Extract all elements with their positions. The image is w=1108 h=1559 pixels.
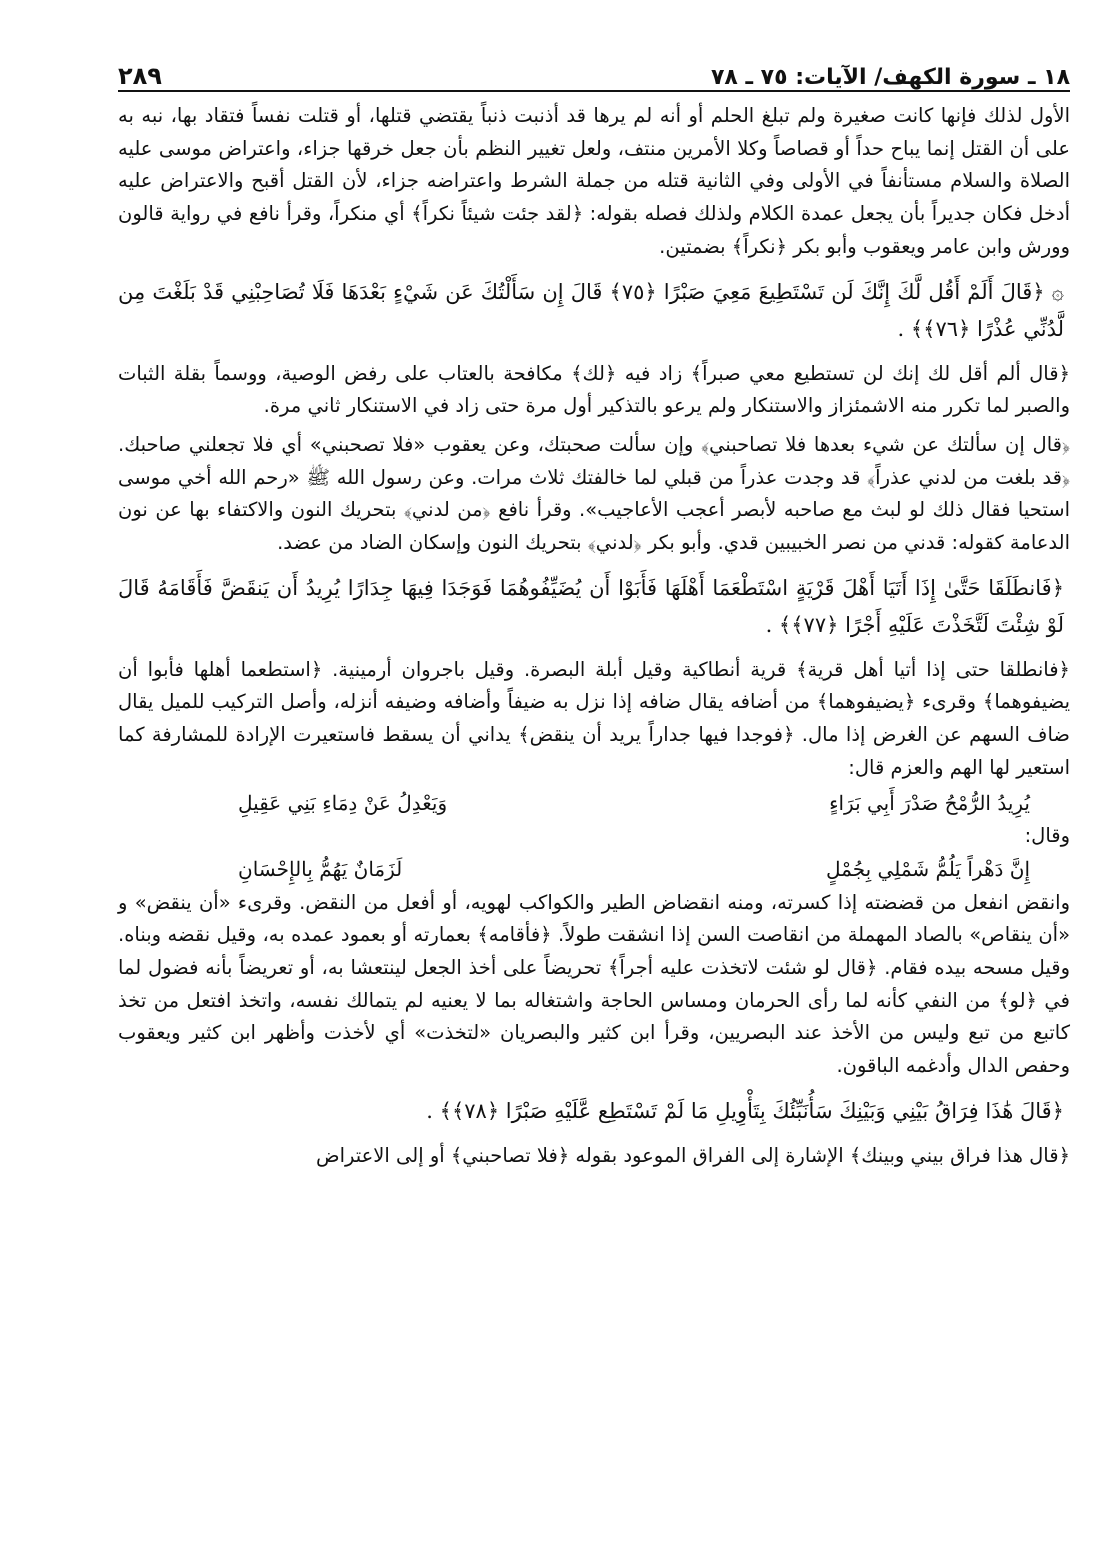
poem-hemistich: لَزَمَانٌ يَهُمُّ بِالإِحْسَانِ	[238, 856, 403, 881]
poem-hemistich: إِنَّ دَهْراً يَلُمُّ شَمْلِي بِجُمْلٍ	[825, 856, 1030, 881]
commentary-paragraph: ﴿فانطلقا حتى إذا أتيا أهل قرية﴾ قرية أنطاكية وقيل أبلة البصرة. وقيل باجروان أرمينية. ﴿استطعما أهلها فأبوا أن يضيفوهما﴾ وقرىء ﴿يضيفوهما﴾ من أضافه يقال ضافه إذا نزل به ضيفاً وأضافه وضيفه أنزله، وأصل التركيب للميل يقال ضاف السهم عن الغرض إذا مال. ﴿فوجدا فيها جداراً يريد أن ينقض﴾ يداني أن يسقط فاستعيرت الإرادة للمشارفة كما استعير لها الهم والعزم قال:	[118, 657, 1070, 779]
commentary-paragraph: ﴿قال هذا فراق بيني وبينك﴾ الإشارة إلى الفراق الموعود بقوله ﴿فلا تصاحبني﴾ أو إلى الاعتراض	[316, 1143, 1070, 1167]
quran-verse-77: ﴿فَانطَلَقَا حَتَّىٰ إِذَا أَتَيَا أَهْلَ قَرْيَةٍ اسْتَطْعَمَا أَهْلَهَا فَأَبَوْا أَن يُضَيِّفُوهُمَا فَوَجَدَا فِيهَا جِدَارًا يُرِيدُ أَن يَنقَضَّ فَأَقَامَهُ قَالَ لَوْ شِئْتَ لَتَّخَذْتَ عَلَيْهِ أَجْرًا ﴿٧٧﴾﴾ .	[118, 575, 1064, 637]
poem-intro: وقال:	[1024, 823, 1070, 847]
running-title: ١٨ ـ سورة الكهف/ الآيات: ٧٥ ـ ٧٨	[710, 65, 1070, 90]
poem-line	[118, 785, 1070, 821]
poem-hemistich: يُرِيدُ الرُّمْحُ صَدْرَ أَبِي بَرَاءٍ	[829, 790, 1030, 815]
commentary-paragraph: ﴿قال إن سألتك عن شيء بعدها فلا تصاحبني﴾ وإن سألت صحبتك، وعن يعقوب «فلا تصحبني» أي فلا تجعلني صاحبك. ﴿قد بلغت من لدني عذراً﴾ قد وجدت عذراً من قبلي لما خالفتك ثلاث مرات. وعن رسول الله ﷺ «رحم الله أخي موسى استحيا فقال ذلك لو لبث مع صاحبه لأبصر أعجب الأعاجيب». وقرأ نافع ﴿من لدني﴾ بتحريك النون والاكتفاء بها عن نون الدعامة كقوله: قدني من نصر الخبيبين قدي. وأبو بكر ﴿لدني﴾ بتحريك النون وإسكان الضاد من عضد.	[118, 432, 1070, 555]
quran-verse-78: ﴿قَالَ هَٰذَا فِرَاقُ بَيْنِي وَبَيْنِكَ سَأُنَبِّئُكَ بِتَأْوِيلِ مَا لَمْ تَسْتَطِع عَّلَيْهِ صَبْرًا ﴿٧٨﴾﴾ .	[426, 1098, 1064, 1123]
commentary-paragraph: ﴿قال ألم أقل لك إنك لن تستطيع معي صبراً﴾ زاد فيه ﴿لك﴾ مكافحة بالعتاب على رفض الوصية، ووسماً بقلة الثبات والصبر لما تكرر منه الاشمئزاز والاستنكار ولم يرعو بالتذكير أول مرة حتى زاد في الاستنكار ثاني مرة.	[118, 361, 1070, 418]
page-number: ٢٨٩	[118, 62, 162, 90]
commentary-paragraph: الأول لذلك فإنها كانت صغيرة ولم تبلغ الحلم أو أنه لم يرها قد أذنبت ذنباً يقتضي قتلها، أو قتلت نفساً فتقاد بها، نبه به على أن القتل إنما يباح حداً أو قصاصاً وكلا الأمرين منتف، ولعل تغيير النظم بأن جعل خرقها جزاء، واعتراض موسى عليه الصلاة والسلام مستأنفاً في الأولى وفي الثانية قتله من جملة الشرط واعتراضه جزاء، لأن القتل أقبح والاعتراض عليه أدخل فكان جديراً بأن يجعل عمدة الكلام ولذلك فصله بقوله: ﴿لقد جئت شيئاً نكراً﴾ أي منكراً، وقرأ نافع في رواية قالون وورش وابن عامر ويعقوب وأبو بكر ﴿نكراً﴾ بضمتين.	[118, 104, 1070, 258]
quran-verse-75-76: ۞ ﴿قَالَ أَلَمْ أَقُل لَّكَ إِنَّكَ لَن تَسْتَطِيعَ مَعِيَ صَبْرًا ﴿٧٥﴾ قَالَ إِن سَأَلْتُكَ عَن شَيْءٍ بَعْدَهَا فَلَا تُصَاحِبْنِي قَدْ بَلَغْتَ مِن لَّدُنِّي عُذْرًا ﴿٧٦﴾﴾ .	[118, 279, 1064, 341]
poem-hemistich: وَيَعْدِلُ عَنْ دِمَاءِ بَنِي عَقِيلِ	[238, 790, 448, 815]
commentary-paragraph: وانقض انفعل من قضضته إذا كسرته، ومنه انقضاض الطير والكواكب لهويه، أو أفعل من النقض. وقرىء «أن ينقض» و «أن ينقاص» بالصاد المهملة من انقاصت السن إذا انشقت طولاً. ﴿فأقامه﴾ بعمارته أو بعمود عمده به، وقيل نقضه وبناه. وقيل مسحه بيده فقام. ﴿قال لو شئت لاتخذت عليه أجراً﴾ تحريضاً على أخذ الجعل لينتعشا به، أو تعريضاً بأنه فضول لما في ﴿لو﴾ من النفي كأنه لما رأى الحرمان ومساس الحاجة واشتغاله بما لا يعنيه لم يتمالك نفسه، واتخذ افتعل من تخذ كاتبع من تبع وليس من الأخذ عند البصريين، وقرأ ابن كثير والبصريان «لتخذت» أي لأخذت وأظهر ابن كثير ويعقوب وحفص الدال وأدغمه الباقون.	[118, 890, 1070, 1078]
page-header	[118, 50, 1070, 92]
poem-line	[118, 851, 1070, 887]
